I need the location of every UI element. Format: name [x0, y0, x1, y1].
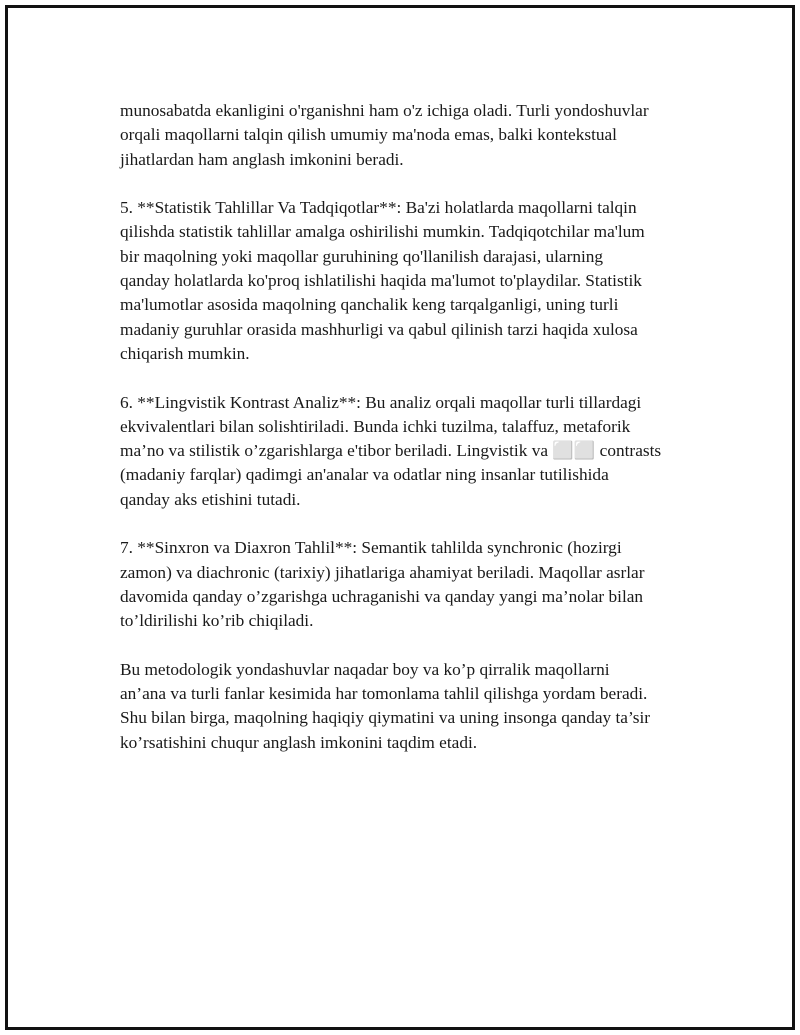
- text-line: ma’no va stilistik o’zgarishlarga e'tibor beriladi. Lingvistik va ⬜⬜ contrasts: [120, 441, 662, 461]
- text-line: an’ana va turli fanlar kesimida har tomonlama tahlil qilishga yordam beradi.: [120, 684, 648, 704]
- text-line: 5. **Statistik Tahlillar Va Tadqiqotlar**: Ba'zi holatlarda maqollarni talqin: [120, 198, 637, 218]
- text-line: zamon) va diachronic (tarixiy) jihatlariga ahamiyat beriladi. Maqollar asrlar: [120, 562, 645, 582]
- document-page: [5, 5, 795, 1030]
- text-line: to’ldirilishi ko’rib chiqiladi.: [120, 611, 314, 631]
- text-line: (madaniy farqlar) qadimgi an'analar va odatlar ning insanlar tutilishida: [120, 465, 609, 485]
- document-body: [120, 99, 705, 779]
- text-line: davomida qanday o’zgarishga uchraganishi va qanday yangi ma’nolar bilan: [120, 586, 644, 606]
- text-line: Bu metodologik yondashuvlar naqadar boy va ko’p qirralik maqollarni: [120, 659, 610, 679]
- text-line: Shu bilan birga, maqolning haqiqiy qiymatini va uning insonga qanday ta’sir: [120, 708, 651, 728]
- text-line: ekvivalentlari bilan solishtiriladi. Bunda ichki tuzilma, talaffuz, metaforik: [120, 416, 631, 436]
- text-line: jihatlardan ham anglash imkonini beradi.: [120, 149, 404, 169]
- text-line: 7. **Sinxron va Diaxron Tahlil**: Semantik tahlilda synchronic (hozirgi: [120, 538, 622, 558]
- text-line: ko’rsatishini chuqur anglash imkonini taqdim etadi.: [120, 732, 478, 752]
- text-line: ma'lumotlar asosida maqolning qanchalik keng tarqalganligi, uning turli: [120, 295, 619, 315]
- paragraph-item-7-sinxron-diaxron: [120, 536, 705, 633]
- text-line: munosabatda ekanligini o'rganishni ham o'z ichiga oladi. Turli yondoshuvlar: [120, 101, 649, 120]
- paragraph-item-5-statistik-tahlillar: [120, 196, 705, 366]
- text-line: qanday holatlarda ko'proq ishlatilishi haqida ma'lumot to'playdilar. Statistik: [120, 271, 642, 291]
- text-line: orqali maqollarni talqin qilish umumiy ma'noda emas, balki kontekstual: [120, 125, 617, 145]
- text-line: chiqarish mumkin.: [120, 343, 250, 363]
- paragraph-conclusion: [120, 658, 705, 755]
- paragraph-item-6-lingvistik-kontrast: [120, 391, 705, 512]
- text-line: bir maqolning yoki maqollar guruhining qo'llanilish darajasi, ularning: [120, 246, 604, 266]
- text-line: 6. **Lingvistik Kontrast Analiz**: Bu analiz orqali maqollar turli tillardagi: [120, 392, 642, 412]
- paragraph-intro-continuation: [120, 99, 705, 172]
- text-line: qanday aks etishini tutadi.: [120, 489, 301, 509]
- text-line: qilishda statistik tahlillar amalga oshirilishi mumkin. Tadqiqotchilar ma'lum: [120, 222, 645, 242]
- text-line: madaniy guruhlar orasida mashhurligi va qabul qilinish tarzi haqida xulosa: [120, 319, 638, 339]
